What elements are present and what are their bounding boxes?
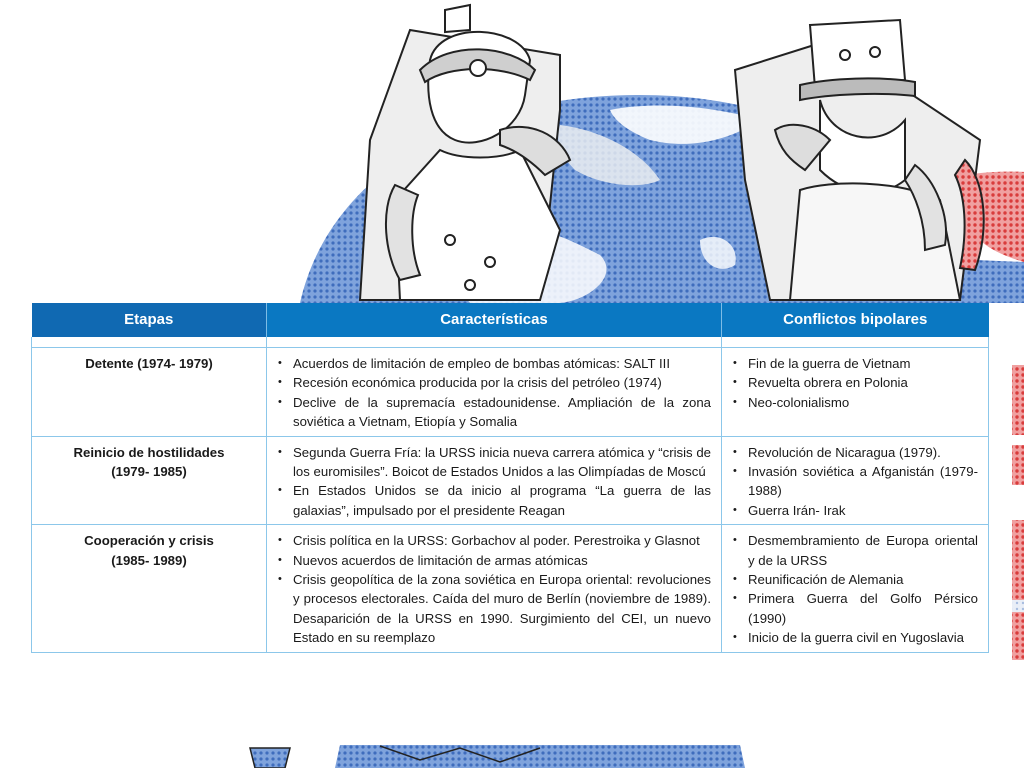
characteristics-cell <box>267 436 722 525</box>
characteristics-list <box>277 531 711 647</box>
list-item: • Segunda Guerra Fría: la URSS inicia nueva carrera atómica y “crisis de los euromisiles”. Boicot de Estados Unidos a las Olimpíadas de Moscú <box>293 443 711 482</box>
conflicts-list <box>732 443 978 521</box>
stage-cell <box>32 525 267 652</box>
bottom-illustration-strip <box>250 745 745 768</box>
table-row-detente <box>32 348 989 437</box>
list-item: • Invasión soviética a Afganistán (1979- 1988) <box>748 462 978 501</box>
table-row-reinicio-hostilidades <box>32 436 989 525</box>
list-item: • Crisis política en la URSS: Gorbachov al poder. Perestroika y Glasnot <box>293 531 711 550</box>
list-item: • Inicio de la guerra civil en Yugoslavia <box>748 628 978 647</box>
list-item: • Crisis geopolítica de la zona soviética en Europa oriental: revoluciones y procesos electorales. Caída del muro de Berlín (noviembre de 1989). Desaparición de la URSS en 1990. Surgimiento del CEI, un nuevo Estado en su reemplazo <box>293 570 711 648</box>
list-item: • Declive de la supremacía estadounidense. Ampliación de la zona soviética a Vietnam, Etiopía y Somalia <box>293 393 711 432</box>
stage-years: (1985- 1989) <box>111 552 187 568</box>
cold-war-stages-table <box>31 303 989 653</box>
stage-cell <box>32 348 267 437</box>
header-bipolar-conflicts: Conflictos bipolares <box>722 303 989 337</box>
list-item: • En Estados Unidos se da inicio al programa “La guerra de las galaxias”, impulsado por el presidente Reagan <box>293 481 711 520</box>
cold-war-stages-table-container <box>31 303 988 730</box>
list-item: • Revuelta obrera en Polonia <box>748 373 978 392</box>
conflicts-list <box>732 531 978 647</box>
soviet-figure-drawing <box>360 5 570 300</box>
table-row-cooperacion-crisis <box>32 525 989 652</box>
stage-cell <box>32 436 267 525</box>
characteristics-list <box>277 443 711 521</box>
stage-years: (1974- 1979) <box>137 356 213 371</box>
stage-name: Reinicio de hostilidades <box>73 444 225 460</box>
list-item: • Nuevos acuerdos de limitación de armas atómicas <box>293 551 711 570</box>
stage-years: (1979- 1985) <box>111 464 187 480</box>
uncle-sam-figure-drawing <box>735 20 984 300</box>
header-spacer-row <box>32 337 989 348</box>
conflicts-cell <box>722 436 989 525</box>
stage-name: Cooperación y crisis <box>84 533 214 549</box>
table-header-row <box>32 303 989 337</box>
list-item: • Reunificación de Alemania <box>748 570 978 589</box>
stage-name: Detente <box>85 356 134 371</box>
list-item: • Acuerdos de limitación de empleo de bombas atómicas: SALT III <box>293 354 711 373</box>
conflicts-list <box>732 354 978 412</box>
characteristics-list <box>277 354 711 432</box>
characteristics-cell <box>267 525 722 652</box>
characteristics-cell <box>267 348 722 437</box>
header-stages: Etapas <box>32 303 267 337</box>
flag-stripes-graphic <box>1012 365 1024 660</box>
conflicts-cell <box>722 525 989 652</box>
list-item: • Desmembramiento de Europa oriental y de la URSS <box>748 531 978 570</box>
list-item: • Recesión económica producida por la crisis del petróleo (1974) <box>293 373 711 392</box>
header-characteristics: Características <box>267 303 722 337</box>
list-item: • Revolución de Nicaragua (1979). <box>748 443 978 462</box>
list-item: • Neo-colonialismo <box>748 393 978 412</box>
list-item: • Primera Guerra del Golfo Pérsico (1990) <box>748 589 978 628</box>
list-item: • Fin de la guerra de Vietnam <box>748 354 978 373</box>
conflicts-cell <box>722 348 989 437</box>
list-item: • Guerra Irán- Irak <box>748 501 978 520</box>
